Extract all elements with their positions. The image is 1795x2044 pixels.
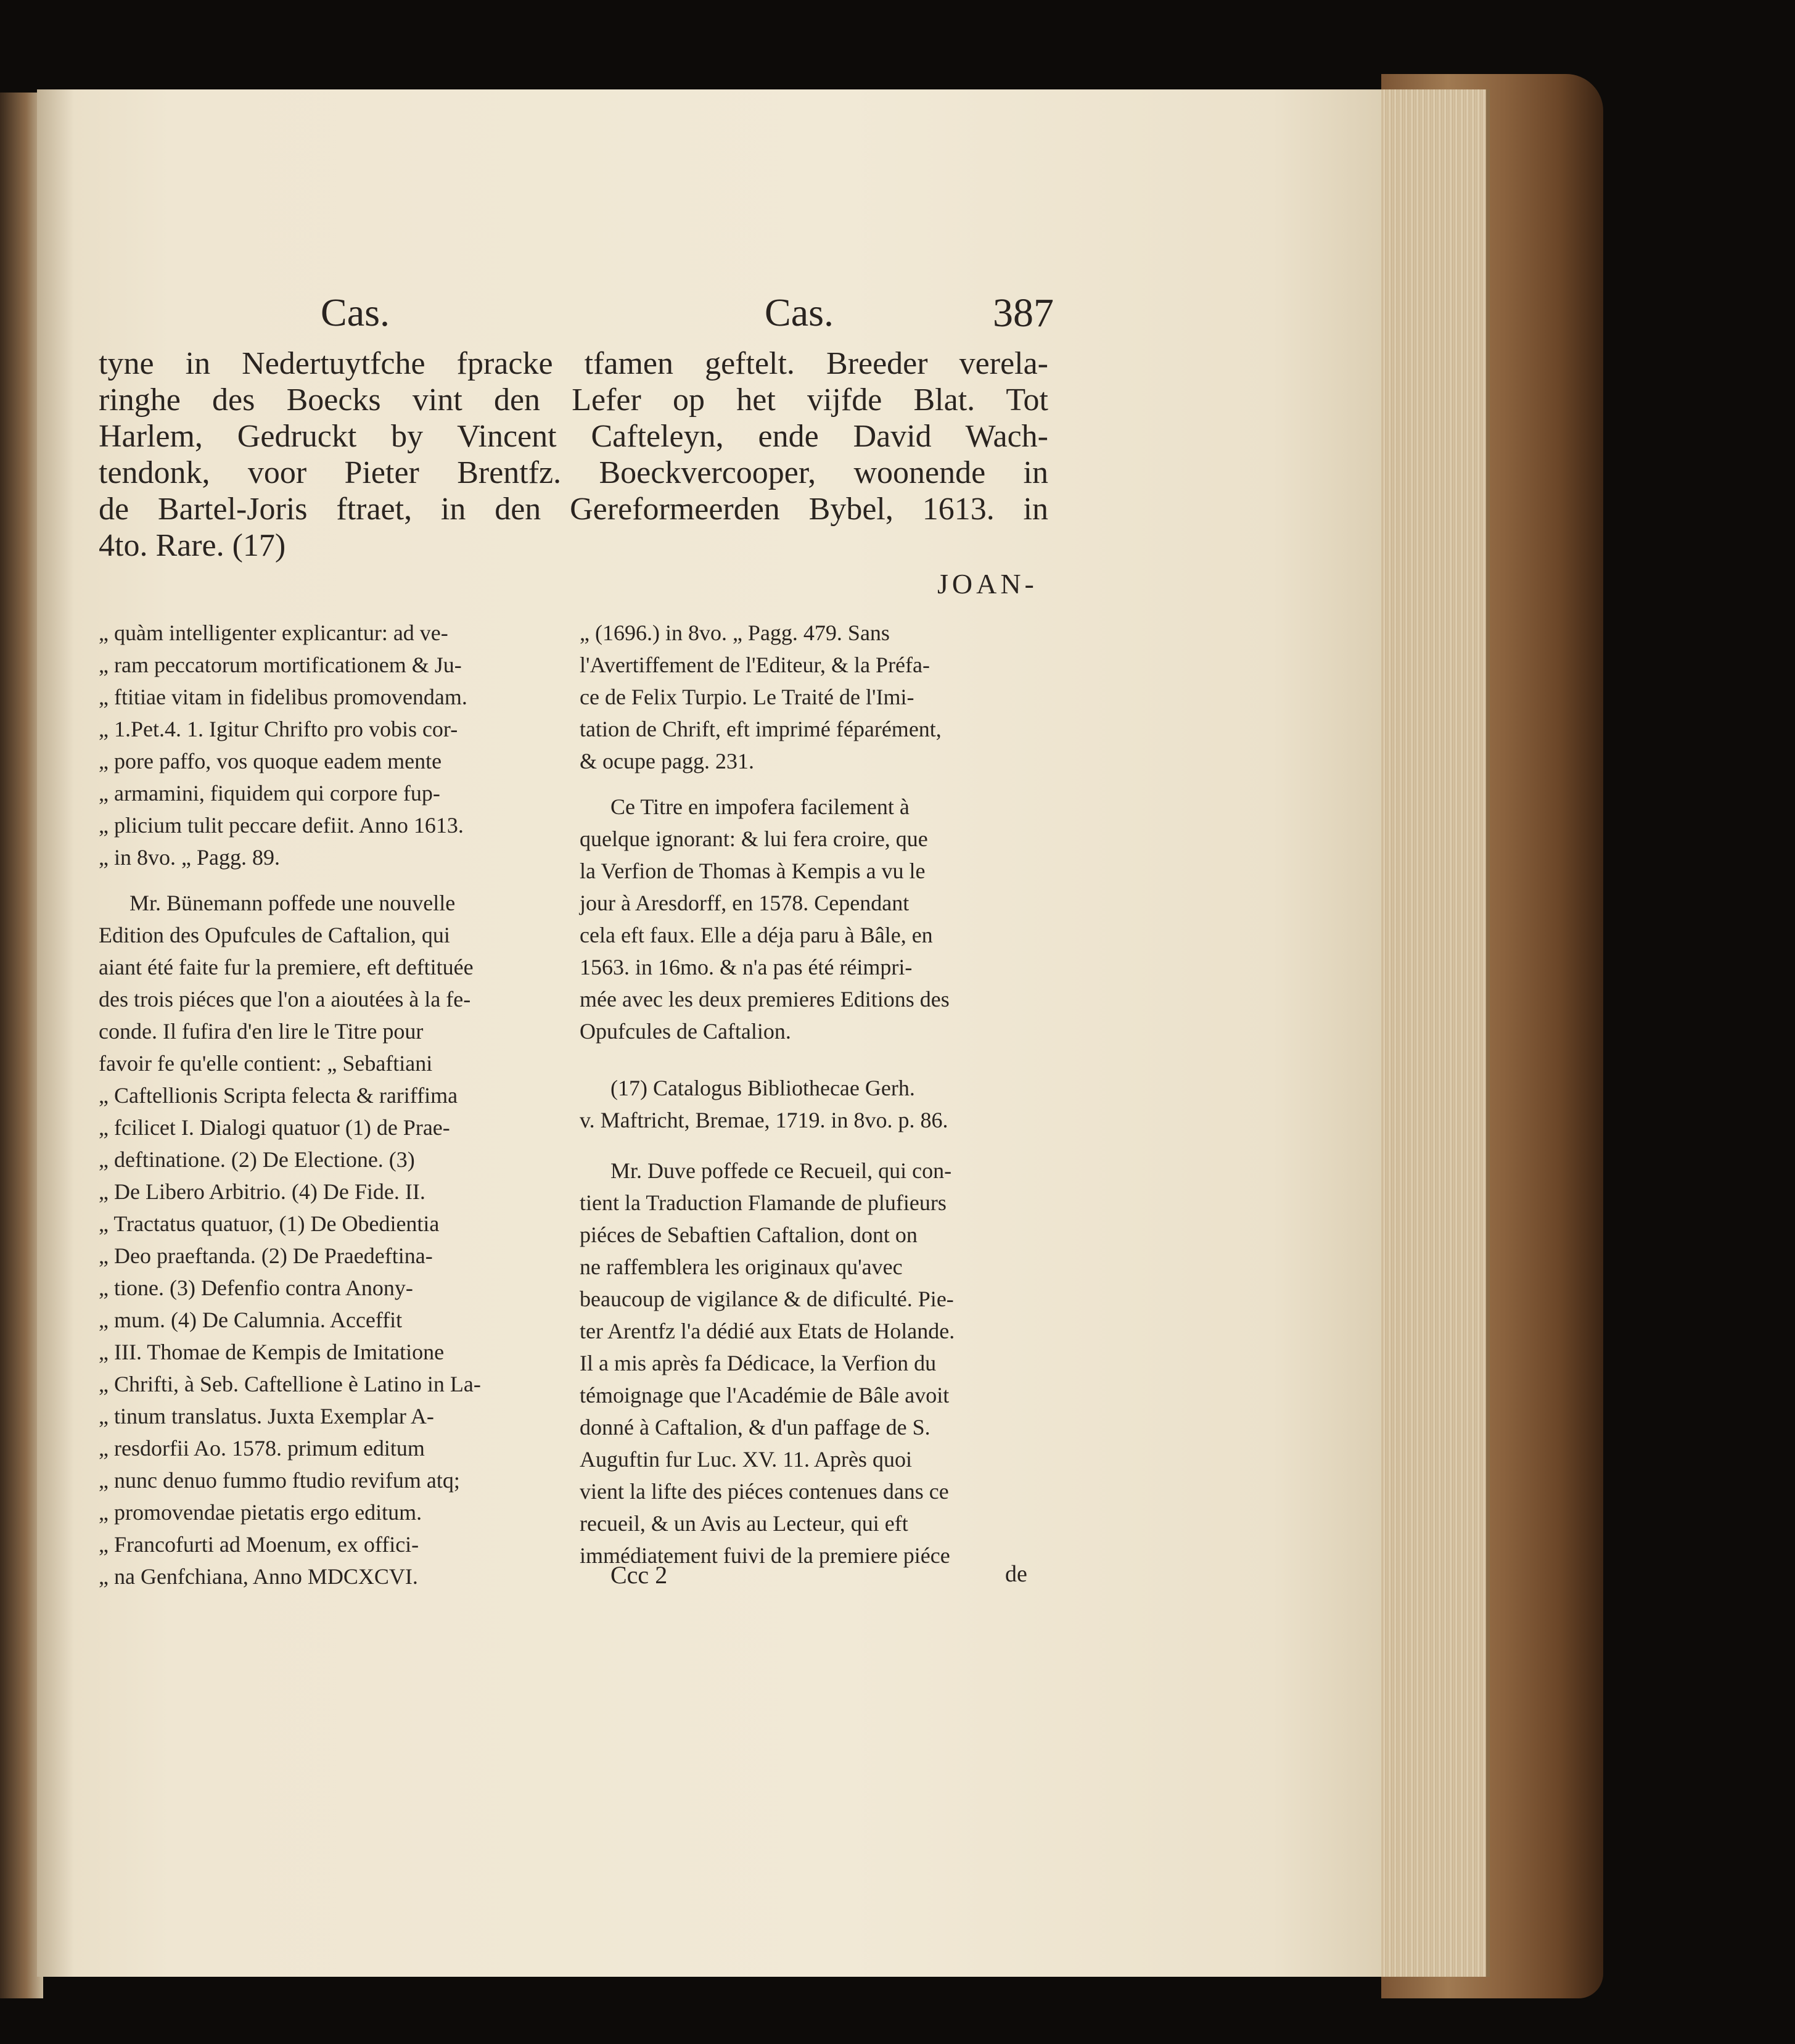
text-line: Ce Titre en impofera facilement à bbox=[610, 794, 910, 819]
running-head-left: Cas. bbox=[321, 291, 390, 334]
text-line: Opufcules de Caftalion. bbox=[580, 1019, 791, 1044]
edition-paragraph bbox=[580, 617, 1036, 777]
running-head-center: Cas. bbox=[765, 291, 834, 334]
top-line: tendonk, voor Pieter Brentfz. Boeckvercooper, woonende in bbox=[99, 455, 1048, 490]
text-line: „ tinum translatus. Juxta Exemplar A- bbox=[99, 1404, 434, 1428]
gutter-shadow bbox=[37, 89, 74, 1977]
text-line: témoignage que l'Académie de Bâle avoit bbox=[580, 1383, 950, 1407]
top-text-block bbox=[99, 345, 1048, 564]
text-line: „ mum. (4) De Calumnia. Acceffit bbox=[99, 1308, 403, 1332]
text-line: des trois piéces que l'on a aioutées à la fe- bbox=[99, 987, 471, 1012]
text-line: aiant été faite fur la premiere, eft deftituée bbox=[99, 955, 474, 979]
left-column bbox=[99, 617, 555, 1606]
top-line: 4to. Rare. (17) bbox=[99, 528, 286, 563]
signature-mark: Ccc 2 bbox=[610, 1561, 668, 1589]
text-line: „ Chrifti, à Seb. Caftellione è Latino in La- bbox=[99, 1372, 481, 1396]
text-line: conde. Il fufira d'en lire le Titre pour bbox=[99, 1019, 424, 1044]
text-line: Il a mis après fa Dédicace, la Verfion du bbox=[580, 1351, 937, 1375]
text-line: ce de Felix Turpio. Le Traité de l'Imi- bbox=[580, 685, 914, 709]
text-line: l'Avertiffement de l'Editeur, & la Préfa- bbox=[580, 653, 930, 677]
bunemann-paragraph bbox=[99, 887, 555, 1593]
text-line: „ ram peccatorum mortificationem & Ju- bbox=[99, 653, 462, 677]
text-line: „ Tractatus quatuor, (1) De Obedientia bbox=[99, 1211, 440, 1236]
text-line: & ocupe pagg. 231. bbox=[580, 749, 754, 773]
text-line: „ armamini, fiquidem qui corpore fup- bbox=[99, 781, 440, 806]
text-line: v. Maftricht, Bremae, 1719. in 8vo. p. 86. bbox=[580, 1108, 948, 1132]
text-line: quelque ignorant: & lui fera croire, que bbox=[580, 826, 928, 851]
text-line: „ in 8vo. „ Pagg. 89. bbox=[99, 845, 280, 870]
title-paragraph bbox=[580, 791, 1036, 1047]
right-column bbox=[580, 617, 1036, 1585]
duve-paragraph bbox=[580, 1155, 1036, 1572]
text-line: „ nunc denuo fummo ftudio revifum atq; bbox=[99, 1468, 460, 1493]
text-line: „ deftinatione. (2) De Electione. (3) bbox=[99, 1147, 415, 1172]
footnote bbox=[580, 1072, 1036, 1136]
text-line: „ III. Thomae de Kempis de Imitatione bbox=[99, 1340, 445, 1364]
text-line: 1563. in 16mo. & n'a pas été réimpri- bbox=[580, 955, 913, 979]
text-line: recueil, & un Avis au Lecteur, qui eft bbox=[580, 1511, 908, 1536]
top-line: de Bartel-Joris ftraet, in den Gereformeerden Bybel, 1613. in bbox=[99, 492, 1048, 527]
text-line: ne raffemblera les originaux qu'avec bbox=[580, 1255, 903, 1279]
text-line: „ na Genfchiana, Anno MDCXCVI. bbox=[99, 1564, 418, 1589]
top-line: Harlem, Gedruckt by Vincent Cafteleyn, ende David Wach- bbox=[99, 419, 1048, 454]
text-line: „ Francofurti ad Moenum, ex offici- bbox=[99, 1532, 419, 1557]
page-edges bbox=[1375, 89, 1490, 1977]
text-line: „ plicium tulit peccare defiit. Anno 1613. bbox=[99, 813, 464, 838]
text-line: „ ftitiae vitam in fidelibus promovendam. bbox=[99, 685, 467, 709]
text-line: „ pore paffo, vos quoque eadem mente bbox=[99, 749, 442, 773]
top-line: tyne in Nedertuytfche fpracke tfamen geftelt. Breeder verela- bbox=[99, 346, 1048, 381]
text-line: „ fcilicet I. Dialogi quatuor (1) de Prae- bbox=[99, 1115, 450, 1140]
text-line: „ (1696.) in 8vo. „ Pagg. 479. Sans bbox=[580, 620, 890, 645]
text-line: tation de Chrift, eft imprimé féparément, bbox=[580, 717, 942, 741]
text-line: beaucoup de vigilance & de dificulté. Pie- bbox=[580, 1287, 954, 1311]
text-line: „ promovendae pietatis ergo editum. bbox=[99, 1500, 422, 1525]
text-line: Auguftin fur Luc. XV. 11. Après quoi bbox=[580, 1447, 912, 1472]
top-line: ringhe des Boecks vint den Lefer op het vijfde Blat. Tot bbox=[99, 382, 1048, 418]
text-line: immédiatement fuivi de la premiere piéce bbox=[580, 1543, 950, 1568]
text-line: jour à Aresdorff, en 1578. Cependant bbox=[580, 891, 910, 915]
text-line: „ Deo praeftanda. (2) De Praedeftina- bbox=[99, 1243, 433, 1268]
text-line: „ quàm intelligenter explicantur: ad ve- bbox=[99, 620, 448, 645]
catchword-bottom: de bbox=[1005, 1561, 1027, 1587]
text-line: tient la Traduction Flamande de plufieurs bbox=[580, 1190, 947, 1215]
text-line: „ tione. (3) Defenfio contra Anony- bbox=[99, 1275, 413, 1300]
catchword-top: JOAN- bbox=[937, 568, 1038, 600]
text-line: (17) Catalogus Bibliothecae Gerh. bbox=[610, 1076, 915, 1100]
text-line: Edition des Opufcules de Caftalion, qui bbox=[99, 923, 450, 947]
text-line: Mr. Duve poffede ce Recueil, qui con- bbox=[610, 1158, 952, 1183]
page-number: 387 bbox=[993, 291, 1054, 336]
text-line: „ De Libero Arbitrio. (4) De Fide. II. bbox=[99, 1179, 425, 1204]
text-line: „ 1.Pet.4. 1. Igitur Chrifto pro vobis cor- bbox=[99, 717, 458, 741]
text-line: Mr. Bünemann poffede une nouvelle bbox=[129, 891, 456, 915]
text-line: „ resdorfii Ao. 1578. primum editum bbox=[99, 1436, 425, 1461]
text-line: mée avec les deux premieres Editions des bbox=[580, 987, 950, 1012]
text-line: la Verfion de Thomas à Kempis a vu le bbox=[580, 859, 926, 883]
quote-paragraph bbox=[99, 617, 555, 873]
text-line: cela eft faux. Elle a déja paru à Bâle, en bbox=[580, 923, 933, 947]
text-line: ter Arentfz l'a dédié aux Etats de Holande. bbox=[580, 1319, 955, 1343]
text-line: favoir fe qu'elle contient: „ Sebaftiani bbox=[99, 1051, 433, 1076]
text-line: „ Caftellionis Scripta felecta & rariffima bbox=[99, 1083, 458, 1108]
text-line: donné à Caftalion, & d'un paffage de S. bbox=[580, 1415, 930, 1440]
text-line: piéces de Sebaftien Caftalion, dont on bbox=[580, 1222, 918, 1247]
text-line: vient la lifte des piéces contenues dans ce bbox=[580, 1479, 949, 1504]
